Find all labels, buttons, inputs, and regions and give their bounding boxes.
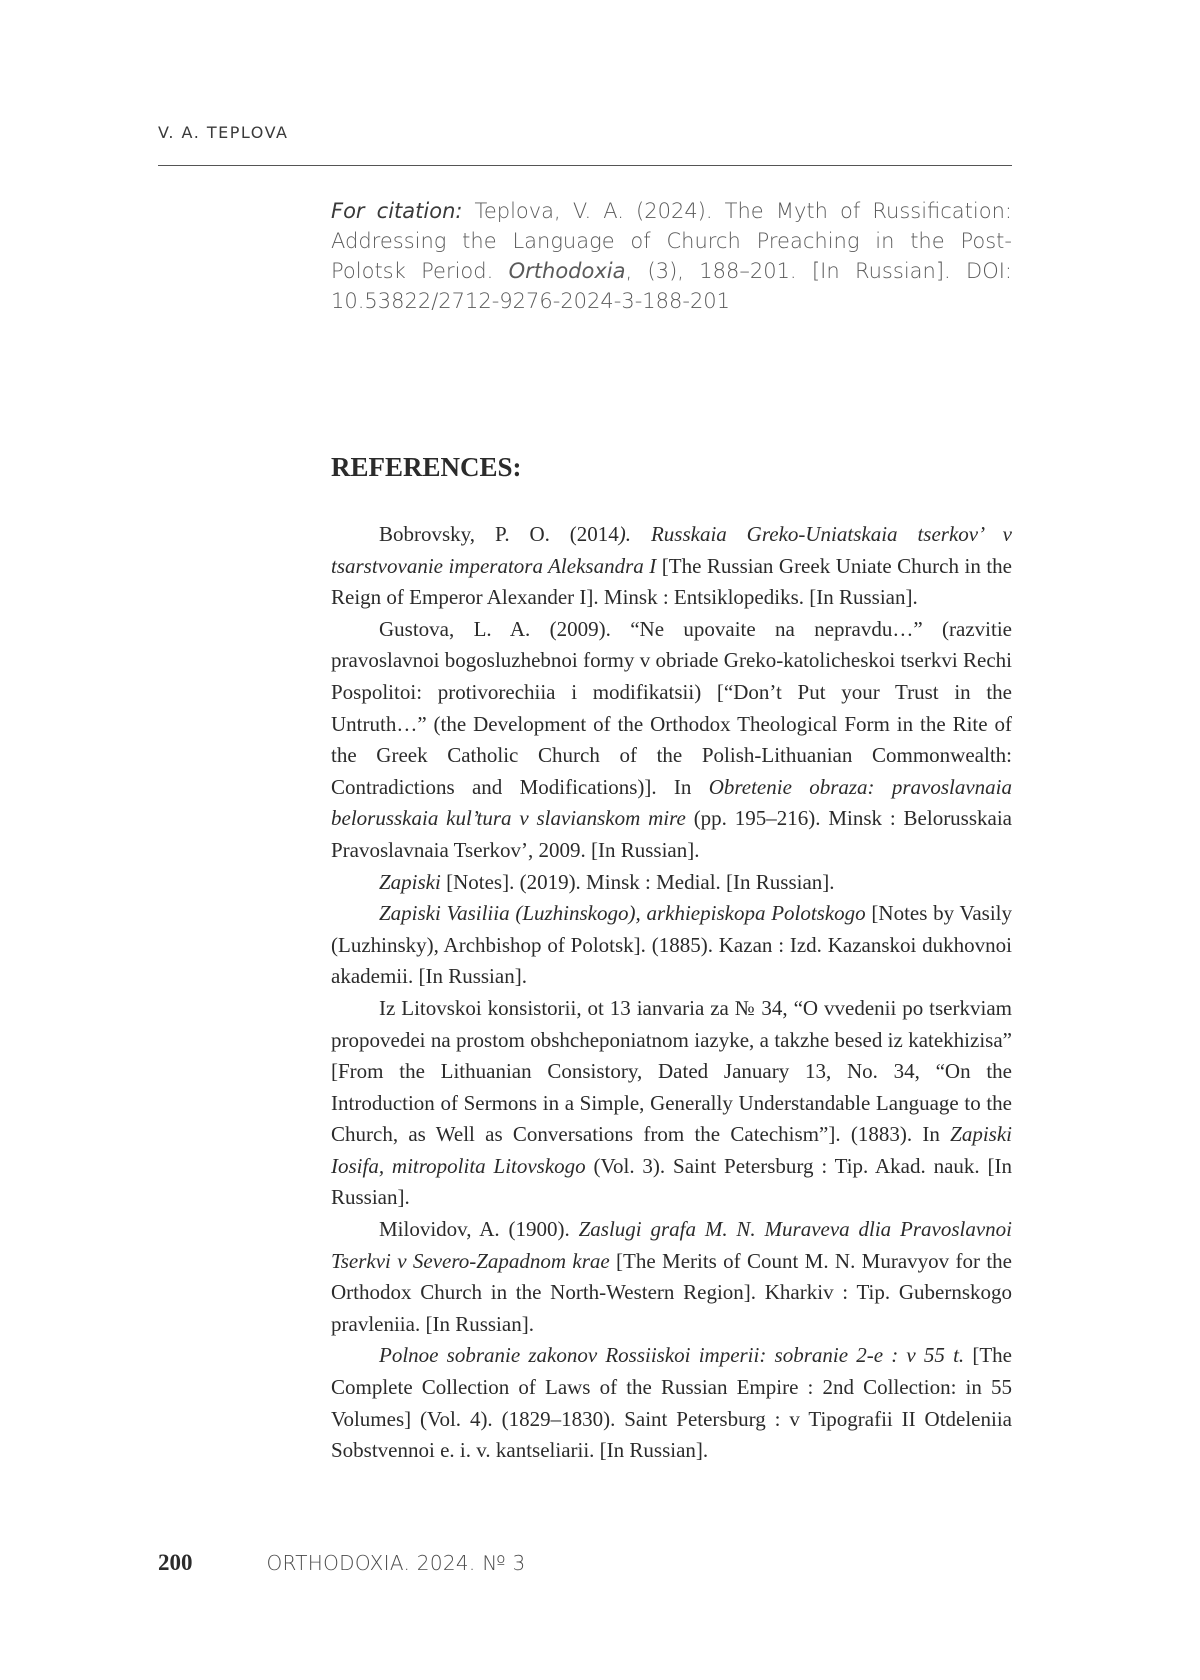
running-head: V. A. TEPLOVA — [158, 123, 289, 142]
reference-text: Gustova, L. A. (2009). “Ne upovaite na nepravdu…” (razvitie pravoslavnoi bogosluzhebnoi formy v obriade Greko-katolicheskoi tserkvi Rechi Pospolitoi: protivorechiia i modifikatsii) [“Don’t Put your Trust in the Untruth…” (the Development of the Orthodox Theological Form in the Rite of the Greek Catholic Church of the Polish-Lithuanian Commonwealth: Contradictions and Modifications)]. In — [331, 616, 1012, 799]
reference-text: [The Complete Collection of Laws of the Russian Empire : 2nd Collection: in 55 Volumes] (Vol. 4). (1829–1830). Saint Petersburg : v Tipografii II Otdeleniia Sobstvennoi e. i. v. kantseliarii. [In Russian]. — [331, 1343, 1012, 1463]
header-divider — [158, 165, 1012, 166]
page-footer — [158, 1550, 525, 1576]
page-number: 200 — [158, 1550, 193, 1575]
reference-title: Zapiski Iosifa, mitropolita Litovskogo — [331, 1122, 1012, 1178]
reference-text: [Notes by Vasily (Luzhinsky), Archbishop of Polotsk]. (1885). Kazan : Izd. Kazanskoi dukhovnoi akademii. [In Russian]. — [331, 901, 1013, 989]
reference-title: Polnoe sobranie zakonov Rossiiskoi imperii: sobranie 2-e : v 55 t. — [379, 1343, 965, 1368]
reference-item — [331, 898, 1012, 993]
reference-item — [331, 519, 1012, 614]
reference-text: Milovidov, A. (1900). — [379, 1217, 579, 1242]
reference-text: [The Russian Greek Uniate Church in the Reign of Emperor Alexander I]. Minsk : Entsiklopediks. [In Russian]. — [331, 553, 1012, 610]
reference-item — [331, 1340, 1012, 1466]
reference-text: Bobrovsky, P. O. (2014 — [379, 522, 619, 546]
reference-text: [Notes]. (2019). Minsk : Medial. [In Russian]. — [440, 869, 835, 894]
references-heading: REFERENCES: — [331, 452, 522, 482]
reference-title: Obretenie obraza: pravoslavnaia belorusskaia kul’tura v slavianskom mire — [331, 774, 1012, 831]
reference-title: Zapiski — [379, 869, 441, 894]
citation-label: For citation: — [331, 199, 463, 223]
reference-text: (pp. 195–216). Minsk : Belorusskaia Pravoslavnaia Tserkov’, 2009. [In Russian]. — [331, 806, 1013, 862]
references-list — [331, 519, 1012, 1467]
journal-footer: ORTHODOXIA. 2024. № 3 — [266, 1551, 526, 1575]
reference-title: Zaslugi grafa M. N. Muraveva dlia Pravoslavnoi Tserkvi v Severo-Zapadnom krae — [331, 1217, 1012, 1273]
reference-title: Zapiski Vasiliia (Luzhinskogo), arkhiepiskopa Polotskogo — [379, 901, 866, 926]
reference-text: (Vol. 3). Saint Petersburg : Tip. Akad. nauk. [In Russian]. — [331, 1153, 1012, 1210]
reference-item — [331, 867, 1012, 899]
reference-item — [331, 614, 1012, 867]
reference-item — [331, 1214, 1012, 1340]
reference-text: [The Merits of Count M. N. Muravyov for the Orthodox Church in the North-Western Region]. Kharkiv : Tip. Gubernskogo pravleniia. [In Russian]. — [331, 1248, 1012, 1336]
citation-journal: Orthodoxia — [508, 259, 626, 283]
reference-text: Iz Litovskoi konsistorii, ot 13 ianvaria za № 34, “O vvedenii po tserkviam propovedei na prostom obshcheponiatnom iazyke, a takzhe besed iz katekhizisa” [From the Lithuanian Consistory, Dated January 13, No. 34, “On the Introduction of Sermons in a Simple, Generally Understandable Language to the Church, as Well as Conversations from the Catechism”]. (1883). In — [331, 995, 1012, 1147]
citation-text-2: , (3), 188–201. [In Russian]. DOI: 10.53822/2712-9276-2024-3-188-201 — [331, 259, 1013, 313]
reference-title: ). Russkaia Greko-Uniatskaia tserkov’ v tsarstvovanie imperatora Aleksandra I — [331, 522, 1012, 578]
citation-block — [331, 196, 1012, 316]
citation-text-1: Teplova, V. A. (2024). The Myth of Russification: Addressing the Language of Church Preaching in the Post-Polotsk Period. — [331, 199, 1012, 283]
reference-item — [331, 993, 1012, 1214]
